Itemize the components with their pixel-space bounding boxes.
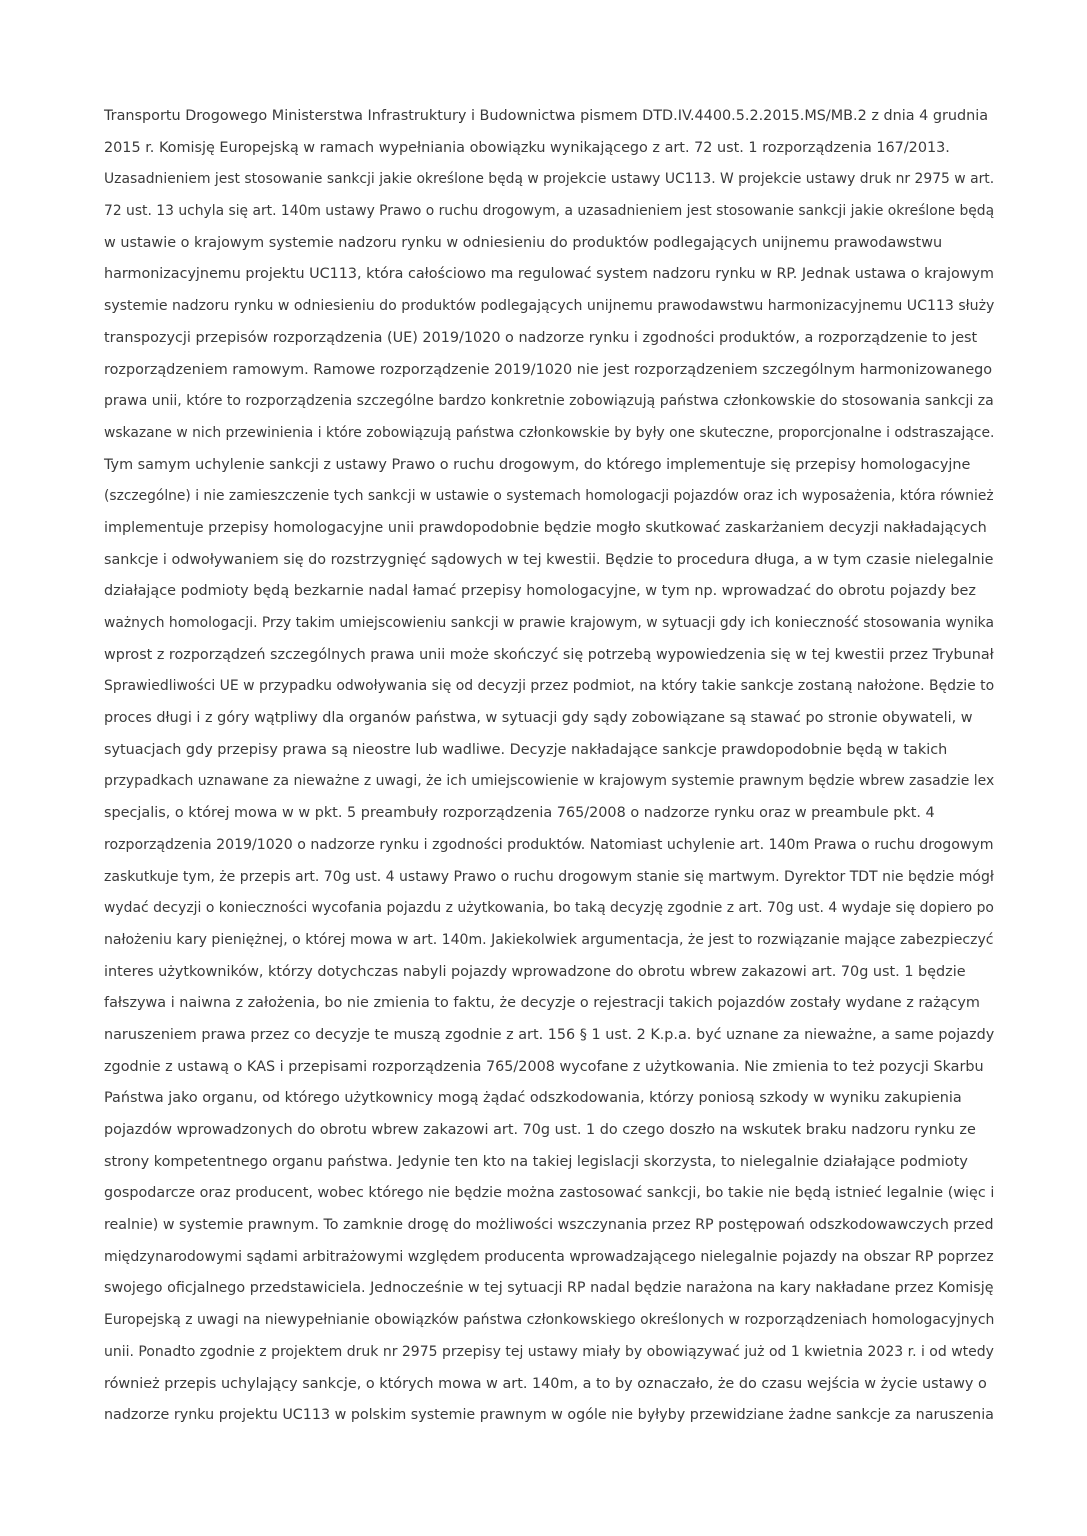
text-line: Sprawiedliwości UE w przypadku odwoływania się od decyzji przez podmiot, na który takie sankcje zostaną nałożone. Będzie to xyxy=(104,678,995,695)
body-text xyxy=(104,101,994,1432)
text-line: pojazdów wprowadzonych do obrotu wbrew zakazowi art. 70g ust. 1 do czego doszło na wskutek braku nadzoru rynku ze xyxy=(104,1122,976,1138)
text-line: interes użytkowników, którzy dotychczas nabyli pojazdy wprowadzone do obrotu wbrew zakazowi art. 70g ust. 1 będzie xyxy=(104,963,966,980)
text-line: specjalis, o której mowa w w pkt. 5 preambuły rozporządzenia 765/2008 o nadzorze rynku oraz w preambule pkt. 4 xyxy=(104,805,935,822)
text-line: Państwa jako organu, od którego użytkownicy mogą żądać odszkodowania, którzy poniosą szkody w wyniku zakupienia xyxy=(104,1090,962,1107)
text-line: Uzasadnieniem jest stosowanie sankcji jakie określone będą w projekcie ustawy UC113. W projekcie ustawy druk nr 2975 w art. xyxy=(104,171,995,188)
text-line: rozporządzenia 2019/1020 o nadzorze rynku i zgodności produktów. Natomiast uchylenie art. 140m Prawa o ruchu drogowym xyxy=(104,836,994,853)
text-line: gospodarcze oraz producent, wobec którego nie będzie można zastosować sankcji, bo takie nie będą istnieć legalnie (więc i xyxy=(104,1185,995,1202)
text-line: nałożeniu kary pieniężnej, o której mowa w art. 140m. Jakiekolwiek argumentacja, że jest to rozwiązanie mające zabezpieczyć xyxy=(104,931,994,948)
text-line: unii. Ponadto zgodnie z projektem druk nr 2975 przepisy tej ustawy miały by obowiązywać już od 1 kwietnia 2023 r. i od wtedy xyxy=(104,1343,994,1360)
text-line: przypadkach uznawane za nieważne z uwagi, że ich umiejscowienie w krajowym systemie prawnym będzie wbrew zasadzie lex xyxy=(104,773,995,790)
text-line: działające podmioty będą bezkarnie nadal łamać przepisy homologacyjne, w tym np. wprowadzać do obrotu pojazdy bez xyxy=(104,583,976,600)
text-line: Tym samym uchylenie sankcji z ustawy Prawo o ruchu drogowym, do którego implementuje się przepisy homologacyjne xyxy=(104,456,971,473)
text-line: harmonizacyjnemu projektu UC113, która całościowo ma regulować system nadzoru rynku w RP. Jednak ustawa o krajowym xyxy=(104,266,994,283)
text-line: 2015 r. Komisję Europejską w ramach wypełniania obowiązku wynikającego z art. 72 ust. 1 rozporządzenia 167/2013. xyxy=(104,139,950,156)
text-line: sytuacjach gdy przepisy prawa są nieostre lub wadliwe. Decyzje nakładające sankcje prawdopodobnie będą w takich xyxy=(104,741,948,758)
text-line: swojego oficjalnego przedstawiciela. Jednocześnie w tej sytuacji RP nadal będzie narażona na kary nakładane przez Komisję xyxy=(104,1280,994,1297)
text-line: (szczególne) i nie zamieszczenie tych sankcji w ustawie o systemach homologacji pojazdów oraz ich wyposażenia, która również xyxy=(104,488,994,505)
text-line: wydać decyzji o konieczności wycofania pojazdu z użytkowania, bo taką decyzję zgodnie z art. 70g ust. 4 wydaje się dopiero po xyxy=(104,900,994,917)
text-line: proces długi i z góry wątpliwy dla organów państwa, w sytuacji gdy sądy zobowiązane są stawać po stronie obywateli, w xyxy=(104,710,973,727)
text-line: nadzorze rynku projektu UC113 w polskim systemie prawnym w ogóle nie byłyby przewidziane żadne sankcje za naruszenia xyxy=(104,1407,994,1424)
text-line: transpozycji przepisów rozporządzenia (UE) 2019/1020 o nadzorze rynku i zgodności produktów, a rozporządzenie to jest xyxy=(104,329,978,346)
text-line: ważnych homologacji. Przy takim umiejscowieniu sankcji w prawie krajowym, w sytuacji gdy ich konieczność stosowania wynika xyxy=(104,615,994,631)
text-line: wskazane w nich przewinienia i które zobowiązują państwa członkowskie by były one skuteczne, proporcjonalne i odstraszające. xyxy=(104,424,995,441)
text-line: zaskutkuje tym, że przepis art. 70g ust. 4 ustawy Prawo o ruchu drogowym stanie się martwym. Dyrektor TDT nie będzie mógł xyxy=(104,868,994,885)
text-line: realnie) w systemie prawnym. To zamknie drogę do możliwości wszczynania przez RP postępowań odszkodowawczych przed xyxy=(104,1217,994,1234)
text-line: wprost z rozporządzeń szczególnych prawa unii może skończyć się potrzebą wypowiedzenia się w tej kwestii przez Trybunał xyxy=(104,646,994,663)
text-line: zgodnie z ustawą o KAS i przepisami rozporządzenia 765/2008 wycofane z użytkowania. Nie zmienia to też pozycji Skarbu xyxy=(104,1058,984,1075)
text-line: również przepis uchylający sankcje, o których mowa w art. 140m, a to by oznaczało, że do czasu wejścia w życie ustawy o xyxy=(104,1375,987,1392)
text-line: systemie nadzoru rynku w odniesieniu do produktów podlegających unijnemu prawodawstwu harmonizacyjnemu UC113 służy xyxy=(104,298,995,315)
text-line: Europejską z uwagi na niewypełnianie obowiązków państwa członkowskiego określonych w rozporządzeniach homologacyjnych xyxy=(104,1312,995,1329)
text-line: Transportu Drogowego Ministerstwa Infrastruktury i Budownictwa pismem DTD.IV.4400.5.2.2015.MS/MB.2 z dnia 4 grudnia xyxy=(104,108,989,124)
text-line: w ustawie o krajowym systemie nadzoru rynku w odniesieniu do produktów podlegających unijnemu prawodawstwu xyxy=(104,234,943,251)
text-line: implementuje przepisy homologacyjne unii prawdopodobnie będzie mogło skutkować zaskarżaniem decyzji nakładających xyxy=(104,519,987,536)
text-line: naruszeniem prawa przez co decyzje te muszą zgodnie z art. 156 § 1 ust. 2 K.p.a. być uznane za nieważne, a same pojazdy xyxy=(104,1026,995,1043)
text-line: 72 ust. 13 uchyla się art. 140m ustawy Prawo o ruchu drogowym, a uzasadnieniem jest stosowanie sankcji jakie określone będą xyxy=(104,203,995,220)
text-line: fałszywa i naiwna z założenia, bo nie zmienia to faktu, że decyzje o rejestracji takich pojazdów zostały wydane z rażącym xyxy=(104,995,980,1012)
text-line: strony kompetentnego organu państwa. Jedynie ten kto na takiej legislacji skorzysta, to nielegalnie działające podmioty xyxy=(104,1153,968,1170)
text-line: sankcje i odwoływaniem się do rozstrzygnięć sądowych w tej kwestii. Będzie to procedura długa, a w tym czasie nielegalnie xyxy=(104,551,994,568)
text-line: rozporządzeniem ramowym. Ramowe rozporządzenie 2019/1020 nie jest rozporządzeniem szczególnym harmonizowanego xyxy=(104,361,993,378)
text-line: prawa unii, które to rozporządzenia szczególne bardzo konkretnie zobowiązują państwa członkowskie do stosowania sankcji za xyxy=(104,393,994,410)
text-line: międzynarodowymi sądami arbitrażowymi względem producenta wprowadzającego nielegalnie pojazdy na obszar RP poprzez xyxy=(104,1248,994,1265)
